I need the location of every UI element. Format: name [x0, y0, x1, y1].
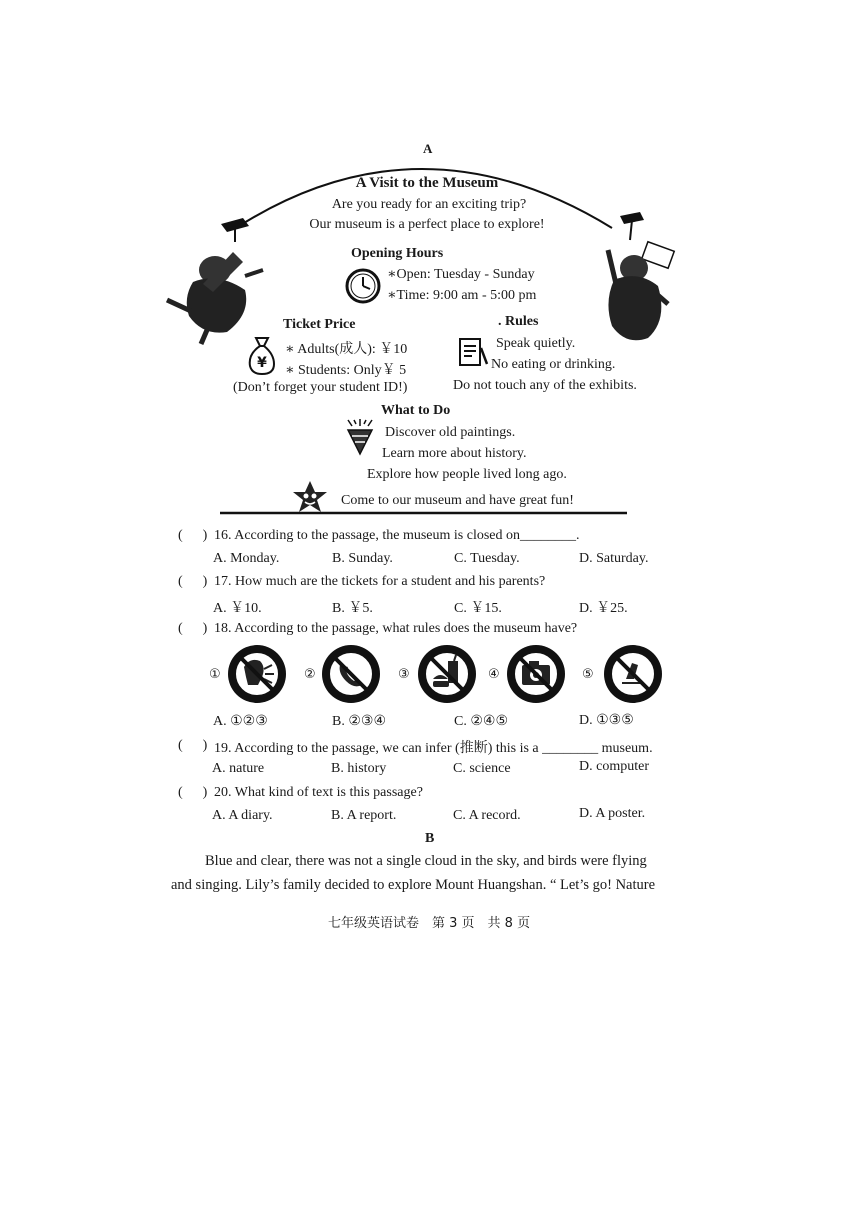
graduate-figure-right-icon [598, 210, 678, 350]
poster-title: A Visit to the Museum [355, 175, 499, 191]
svg-text:¥: ¥ [257, 355, 267, 371]
q19-option-b[interactable]: B. history [331, 761, 387, 776]
rule-2: No eating or drinking. [491, 357, 616, 372]
ticket-students: ∗ Students: Only￥ 5 [285, 363, 407, 378]
opening-time: ∗Time: 9:00 am - 5:00 pm [387, 288, 537, 303]
q17-option-b[interactable]: B. ￥5. [332, 601, 373, 616]
question-16-stem: 16. According to the passage, the museum is closed on________. [214, 528, 580, 543]
answer-blank-16[interactable]: ( ) [178, 528, 208, 543]
star-face-icon [290, 479, 330, 515]
q17-option-a[interactable]: A. ￥10. [213, 601, 262, 616]
no-food-drink-sign-icon [418, 645, 476, 703]
q18-option-b[interactable]: B. ②③④ [332, 714, 386, 729]
q18-option-c[interactable]: C. ②④⑤ [454, 714, 508, 729]
sign-number-1: ① [209, 667, 221, 682]
poster-intro-line-2: Our museum is a perfect place to explore! [309, 217, 545, 232]
no-phone-sign-icon [322, 645, 380, 703]
q16-option-d[interactable]: D. Saturday. [579, 551, 649, 566]
clock-icon [344, 267, 382, 305]
opening-days: ∗Open: Tuesday - Sunday [387, 267, 535, 282]
q17-option-c[interactable]: C. ￥15. [454, 601, 502, 616]
sign-number-5: ⑤ [582, 667, 594, 682]
q16-option-b[interactable]: B. Sunday. [332, 551, 393, 566]
answer-blank-18[interactable]: ( ) [178, 621, 208, 636]
poster-intro-line-1: Are you ready for an exciting trip? [331, 197, 527, 212]
q20-option-b[interactable]: B. A report. [331, 808, 397, 823]
todo-2: Learn more about history. [382, 446, 527, 461]
q19-option-c[interactable]: C. science [453, 761, 511, 776]
rules-board-icon [457, 336, 489, 370]
rule-1: Speak quietly. [496, 336, 576, 351]
sign-number-2: ② [304, 667, 316, 682]
question-20-stem: 20. What kind of text is this passage? [214, 785, 423, 800]
todo-3: Explore how people lived long ago. [367, 467, 567, 482]
rule-3: Do not touch any of the exhibits. [453, 378, 637, 393]
sign-number-4: ④ [488, 667, 500, 682]
rules-heading: . Rules [498, 314, 539, 329]
answer-blank-20[interactable]: ( ) [178, 785, 208, 800]
ticket-adults: ∗ Adults(成人): ￥10 [285, 342, 408, 357]
q20-option-d[interactable]: D. A poster. [579, 806, 646, 821]
page-footer: 七年级英语试卷 第 3 页 共 8 页 [328, 916, 531, 931]
poster-closing: Come to our museum and have great fun! [341, 493, 574, 508]
q18-option-a[interactable]: A. ①②③ [213, 714, 268, 729]
q19-option-d[interactable]: D. computer [579, 759, 649, 774]
opening-hours-heading: Opening Hours [351, 246, 444, 261]
section-b-letter: B [425, 831, 435, 846]
q18-option-d[interactable]: D. ①③⑤ [579, 713, 634, 728]
confetti-cone-icon [344, 418, 376, 456]
q16-option-c[interactable]: C. Tuesday. [454, 551, 520, 566]
section-a-letter: A [423, 141, 433, 156]
passage-b-line-1: Blue and clear, there was not a single cloud in the sky, and birds were flying [205, 853, 647, 869]
answer-blank-17[interactable]: ( ) [178, 574, 208, 589]
todo-1: Discover old paintings. [385, 425, 516, 440]
graduate-figure-left-icon [163, 212, 273, 347]
q16-option-a[interactable]: A. Monday. [213, 551, 280, 566]
money-bag-icon [246, 334, 278, 376]
q20-option-c[interactable]: C. A record. [453, 808, 521, 823]
sign-number-3: ③ [398, 667, 410, 682]
no-touching-sign-icon [604, 645, 662, 703]
question-19-stem: 19. According to the passage, we can infer (推断) this is a ________ museum. [214, 741, 653, 756]
question-18-stem: 18. According to the passage, what rules does the museum have? [214, 621, 578, 636]
what-to-do-heading: What to Do [381, 403, 451, 418]
ticket-price-heading: Ticket Price [283, 317, 356, 332]
passage-b-line-2: and singing. Lily’s family decided to explore Mount Huangshan. “ Let’s go! Nature [171, 877, 656, 893]
answer-blank-19[interactable]: ( ) [178, 738, 208, 753]
no-camera-sign-icon [507, 645, 565, 703]
question-17-stem: 17. How much are the tickets for a student and his parents? [214, 574, 546, 589]
q20-option-a[interactable]: A. A diary. [212, 808, 273, 823]
ticket-note: (Don’t forget your student ID!) [233, 380, 408, 395]
q19-option-a[interactable]: A. nature [212, 761, 265, 776]
no-shouting-sign-icon [228, 645, 286, 703]
q17-option-d[interactable]: D. ￥25. [579, 601, 628, 616]
